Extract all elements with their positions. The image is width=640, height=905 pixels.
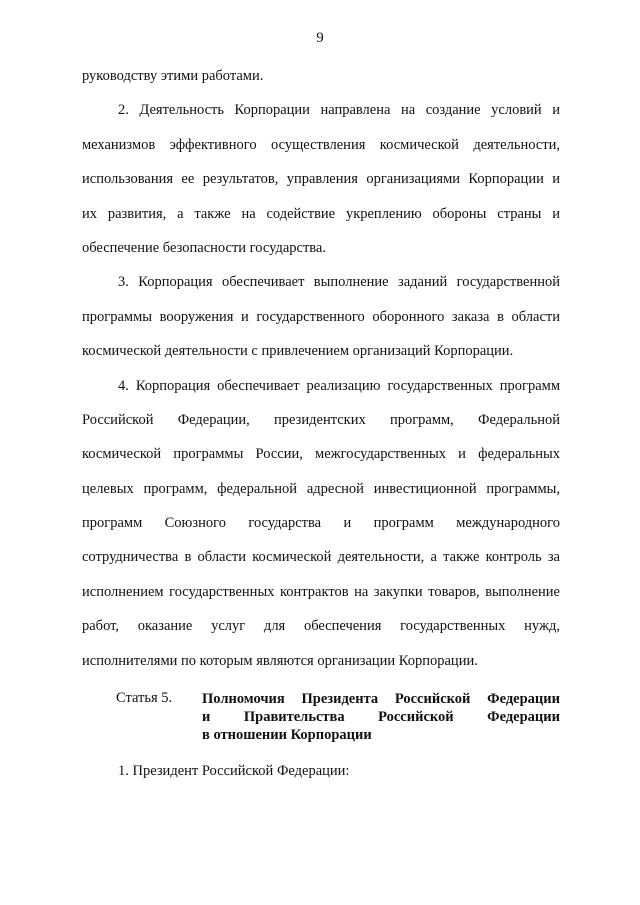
text-line: сотрудничества в области космической деятельности, а также контроль за xyxy=(82,549,560,566)
text-line: Российской Федерации, президентских программ, Федеральной xyxy=(82,411,560,428)
page-number: 9 xyxy=(316,30,324,46)
text-line: исполнением государственных контрактов на закупки товаров, выполнение xyxy=(82,583,560,600)
text-line: программ Союзного государства и программ международного xyxy=(82,515,560,532)
text-line: 2. Деятельность Корпорации направлена на создание условий и xyxy=(118,102,560,119)
text-line: 4. Корпорация обеспечивает реализацию государственных программ xyxy=(118,377,560,394)
text-line: работ, оказание услуг для обеспечения государственных нужд, xyxy=(82,618,560,635)
text-line: исполнителями по которым являются организации Корпорации. xyxy=(82,652,478,669)
paragraph-3 xyxy=(82,272,560,375)
text-line: целевых программ, федеральной адресной инвестиционной программы, xyxy=(82,480,560,497)
article-title-line: Полномочия Президента Российской Федерации xyxy=(202,691,560,707)
text-line: их развития, а также на содействие укреплению обороны страны и xyxy=(82,205,560,222)
paragraph-2 xyxy=(82,100,560,272)
text-line: использования ее результатов, управления организациями Корпорации и xyxy=(82,171,560,188)
article-title-line: в отношении Корпорации xyxy=(202,727,372,743)
text-line: обеспечение безопасности государства. xyxy=(82,239,326,256)
text-line: программы вооружения и государственного оборонного заказа в области xyxy=(82,308,560,325)
article-title xyxy=(202,690,560,744)
paragraph-4 xyxy=(82,376,560,686)
text-line: 3. Корпорация обеспечивает выполнение заданий государственной xyxy=(118,274,560,291)
text-line: космической программы России, межгосударственных и федеральных xyxy=(82,446,560,463)
text-line: механизмов эффективного осуществления космической деятельности, xyxy=(82,136,560,153)
article-label: Статья 5. xyxy=(116,690,173,706)
paragraph-continuation xyxy=(82,66,560,100)
text-line: руководству этими работами. xyxy=(82,68,264,84)
text-line: космической деятельности с привлечением организаций Корпорации. xyxy=(82,343,514,360)
document-body xyxy=(82,66,560,685)
article-title-line: и Правительства Российской Федерации xyxy=(202,709,560,725)
paragraph-article-5-item-1: 1. Президент Российской Федерации: xyxy=(118,763,350,779)
